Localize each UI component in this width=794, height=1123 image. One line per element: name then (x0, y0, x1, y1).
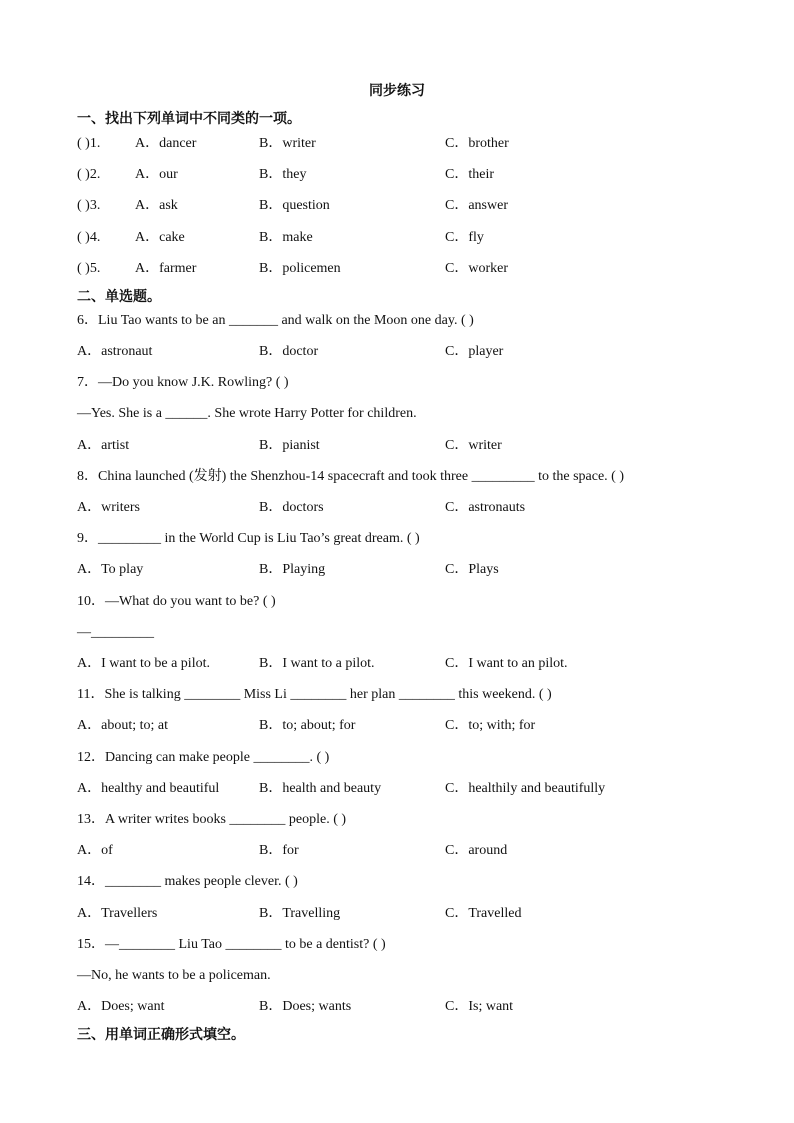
option-c: C．around (445, 843, 508, 858)
question-row (0, 196, 794, 216)
question-text: 15．—________ Liu Tao ________ to be a dentist? ( ) (77, 937, 386, 952)
question-stem (0, 935, 794, 955)
question-stem (0, 685, 794, 705)
question-stem (0, 872, 794, 892)
option-b: B．I want to a pilot. (259, 656, 375, 671)
options-row (0, 716, 794, 736)
options-row (0, 997, 794, 1017)
option-b: B．pianist (259, 438, 320, 453)
option-b: B．Playing (259, 562, 326, 577)
option-c: C．Is; want (445, 999, 514, 1014)
section-heading-2: 二、单选题。 (77, 289, 161, 305)
question-text: 13．A writer writes books ________ people. ( ) (77, 812, 347, 827)
question-stem (0, 373, 794, 393)
question-row (0, 165, 794, 185)
option-a: A．healthy and beautiful (77, 781, 220, 796)
options-row (0, 904, 794, 924)
option-c: C．worker (445, 261, 508, 276)
question-text: 12．Dancing can make people ________. ( ) (77, 750, 330, 765)
option-a: A．about; to; at (77, 718, 168, 733)
question-stem (0, 592, 794, 612)
options-row (0, 560, 794, 580)
page-title: 同步练习 (369, 83, 425, 99)
question-text: 10．—What do you want to be? ( ) (77, 594, 276, 609)
option-c: C．Travelled (445, 906, 522, 921)
option-b: B．make (259, 230, 313, 245)
question-row (0, 259, 794, 279)
option-a: A．I want to be a pilot. (77, 656, 210, 671)
options-row (0, 841, 794, 861)
option-a: A．our (135, 167, 178, 182)
option-a: A．Does; want (77, 999, 165, 1014)
option-c: C．their (445, 167, 494, 182)
question-text: 8．China launched (发射) the Shenzhou-14 spacecraft and took three _________ to the space. ( ) (77, 469, 624, 484)
option-b: B．doctor (259, 344, 319, 359)
option-c: C．Plays (445, 562, 499, 577)
option-a: A．writers (77, 500, 140, 515)
option-c: C．to; with; for (445, 718, 536, 733)
question-stem (0, 529, 794, 549)
option-a: A．of (77, 843, 113, 858)
question-text: —No, he wants to be a policeman. (77, 968, 271, 983)
option-b: B．they (259, 167, 307, 182)
options-row (0, 342, 794, 362)
section-heading-1: 一、找出下列单词中不同类的一项。 (77, 111, 301, 127)
option-c: C．astronauts (445, 500, 526, 515)
option-a: A．astronaut (77, 344, 153, 359)
option-c: C．answer (445, 198, 508, 213)
answer-blank: ( )4. (77, 230, 101, 245)
question-stem (0, 748, 794, 768)
option-c: C．healthily and beautifully (445, 781, 606, 796)
option-b: B．Travelling (259, 906, 341, 921)
answer-blank: ( )5. (77, 261, 101, 276)
option-c: C．fly (445, 230, 484, 245)
option-a: A．artist (77, 438, 130, 453)
option-b: B．question (259, 198, 330, 213)
question-text: 7．—Do you know J.K. Rowling? ( ) (77, 375, 289, 390)
option-b: B．to; about; for (259, 718, 356, 733)
option-b: B．health and beauty (259, 781, 382, 796)
answer-blank: ( )2. (77, 167, 101, 182)
option-c: C．I want to an pilot. (445, 656, 568, 671)
question-text: —Yes. She is a ______. She wrote Harry Potter for children. (77, 406, 417, 421)
option-b: B．policemen (259, 261, 341, 276)
question-stem-continued (0, 404, 794, 424)
options-row (0, 779, 794, 799)
option-b: B．writer (259, 136, 316, 151)
option-a: A．To play (77, 562, 144, 577)
question-stem (0, 311, 794, 331)
answer-blank: ( )1. (77, 136, 101, 151)
options-row (0, 436, 794, 456)
option-c: C．brother (445, 136, 509, 151)
question-text: 14．________ makes people clever. ( ) (77, 874, 298, 889)
option-a: A．dancer (135, 136, 197, 151)
question-stem (0, 810, 794, 830)
question-stem (0, 467, 794, 487)
question-text: 9．_________ in the World Cup is Liu Tao’s great dream. ( ) (77, 531, 420, 546)
question-stem-continued (0, 966, 794, 986)
options-row (0, 498, 794, 518)
option-b: B．doctors (259, 500, 324, 515)
option-c: C．writer (445, 438, 502, 453)
answer-blank: ( )3. (77, 198, 101, 213)
question-text: 11．She is talking ________ Miss Li ________ her plan ________ this weekend. ( ) (77, 687, 552, 702)
option-b: B．for (259, 843, 299, 858)
options-row (0, 654, 794, 674)
option-a: A．farmer (135, 261, 197, 276)
option-b: B．Does; wants (259, 999, 352, 1014)
question-stem-continued (0, 623, 794, 643)
option-c: C．player (445, 344, 504, 359)
option-a: A．Travellers (77, 906, 158, 921)
question-text: 6．Liu Tao wants to be an _______ and walk on the Moon one day. ( ) (77, 313, 474, 328)
section-heading-3: 三、用单词正确形式填空。 (77, 1027, 245, 1043)
question-row (0, 134, 794, 154)
question-row (0, 228, 794, 248)
option-a: A．cake (135, 230, 185, 245)
option-a: A．ask (135, 198, 178, 213)
answer-line: —_________ (77, 625, 154, 640)
